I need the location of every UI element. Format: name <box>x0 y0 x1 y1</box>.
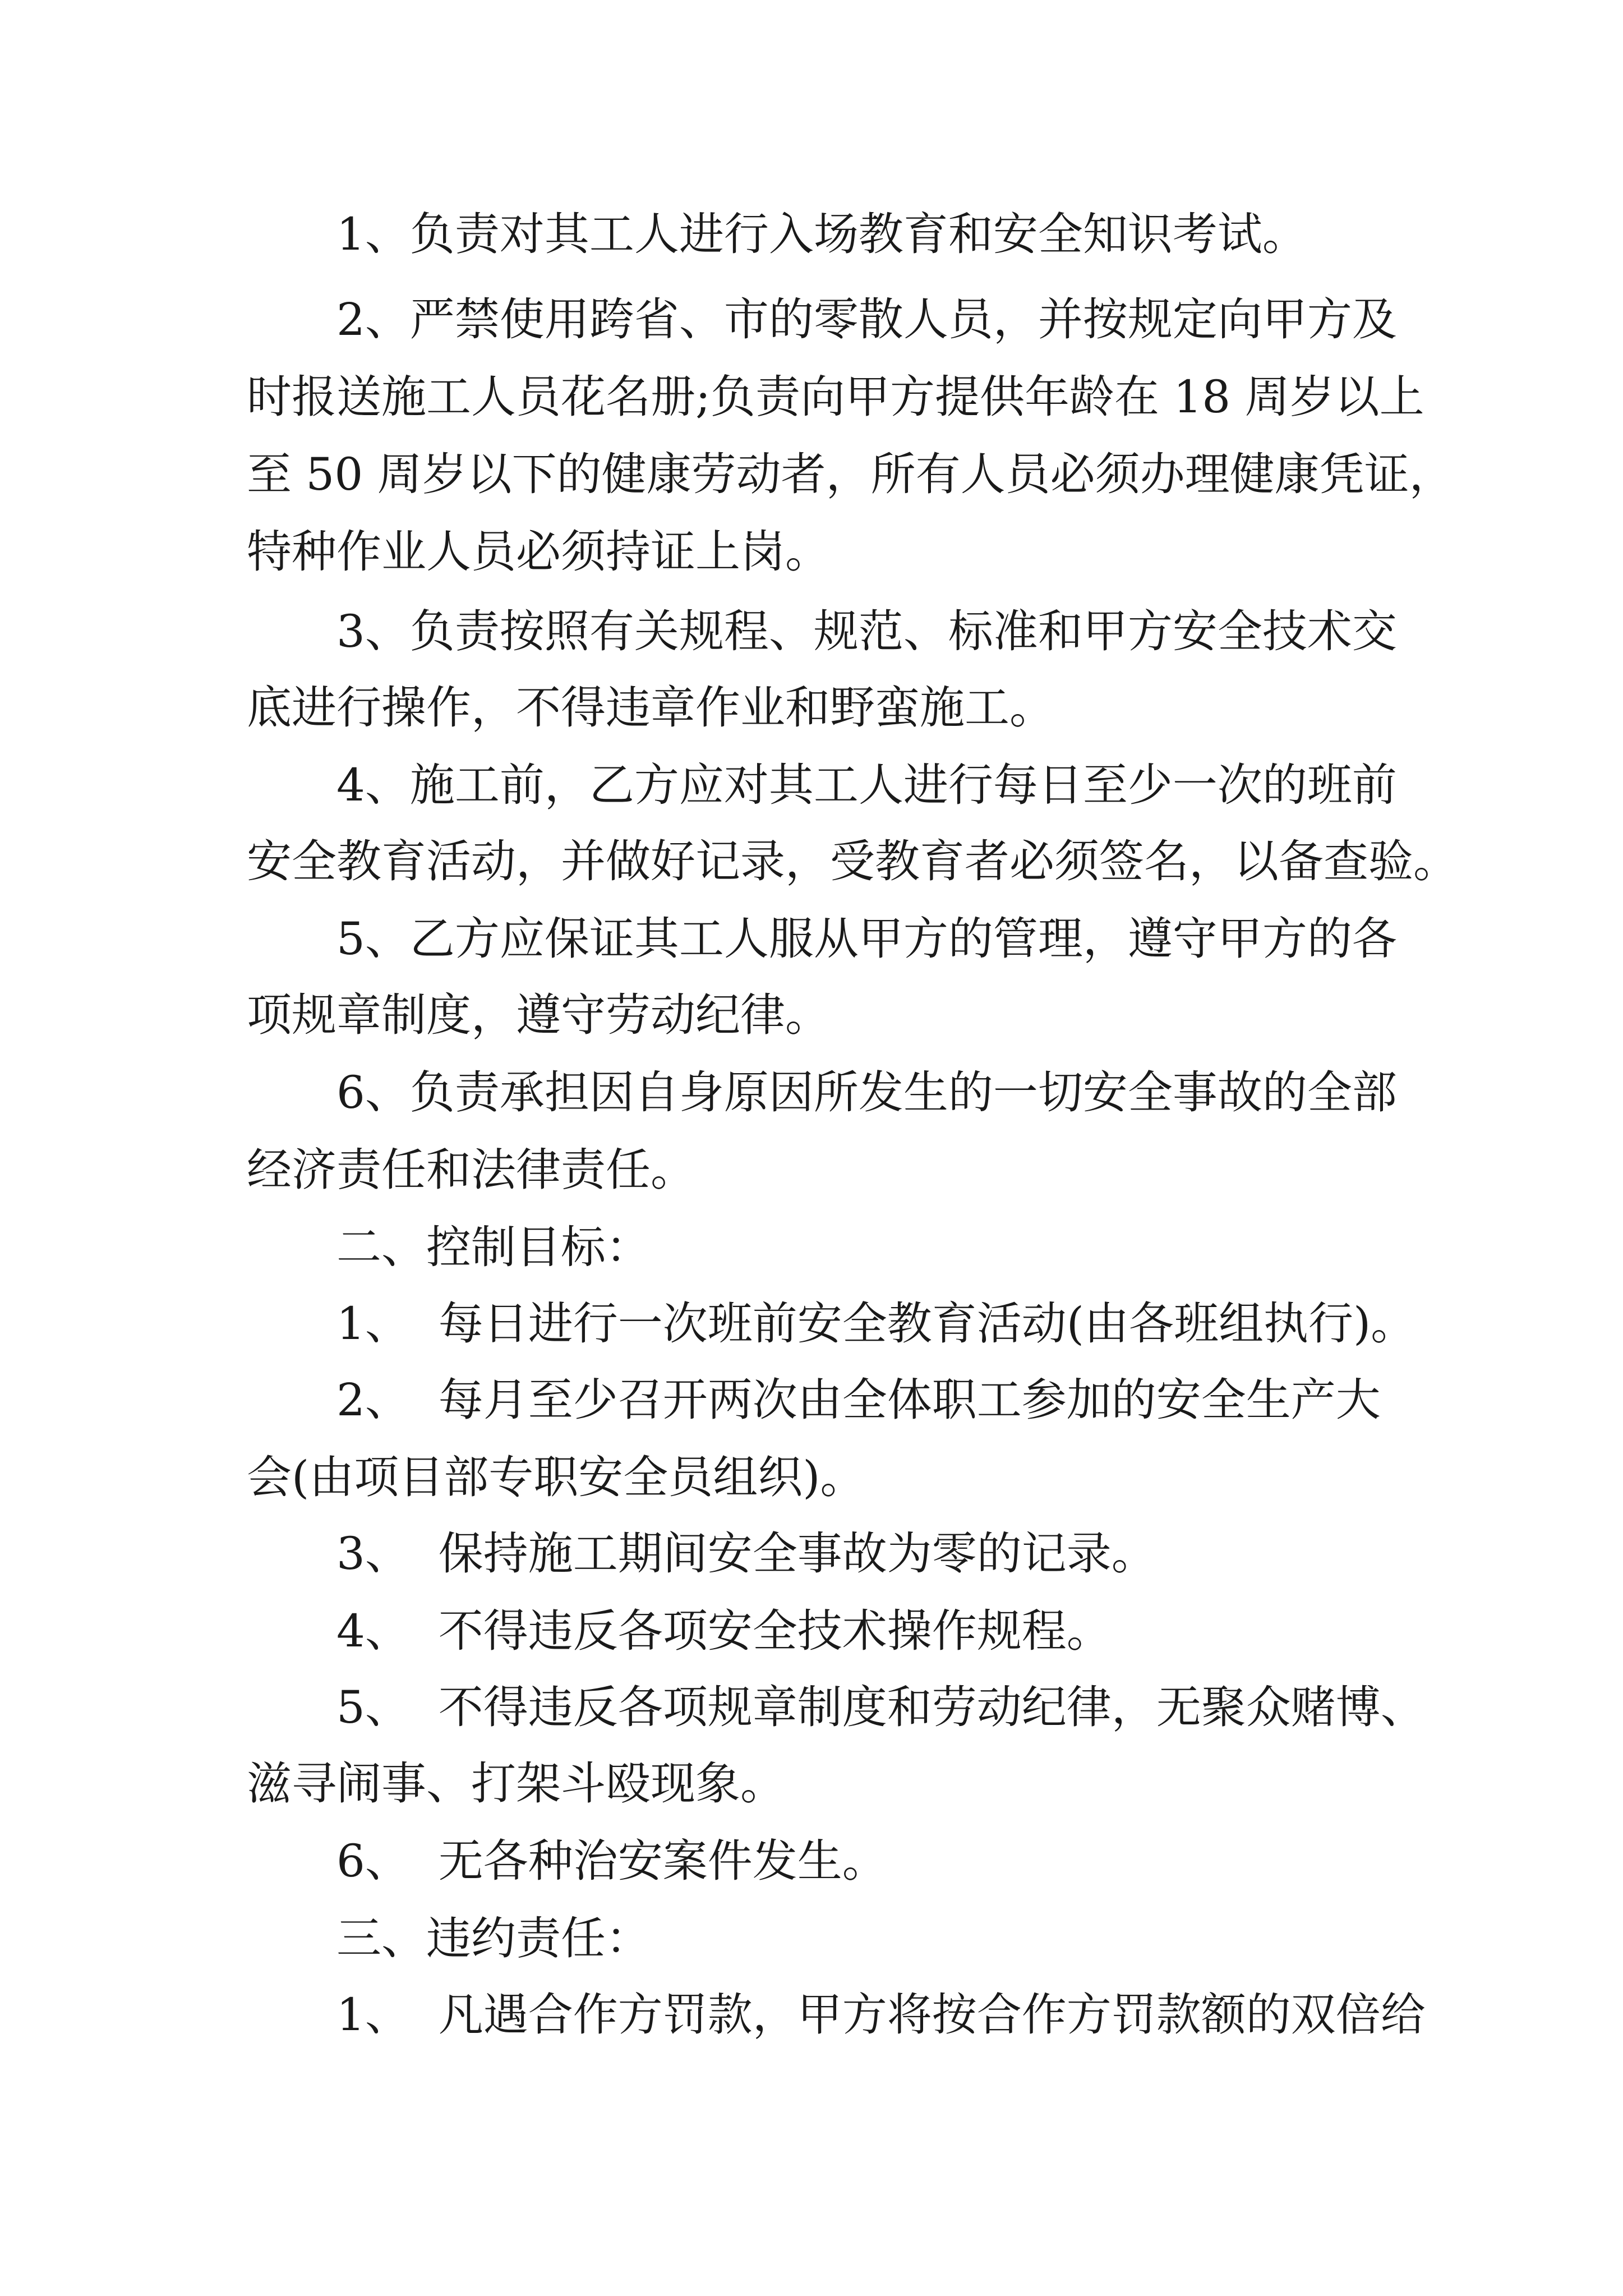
target-2-line-1: 2、 每月至少召开两次由全体职工参加的安全生产大 <box>336 1374 1381 1426</box>
target-5-line-1: 5、 不得违反各项规章制度和劳动纪律，无聚众赌博、 <box>336 1681 1426 1733</box>
clause-3-line-2: 底进行操作，不得违章作业和野蛮施工。 <box>247 682 1054 734</box>
clause-4-line-1: 4、施工前，乙方应对其工人进行每日至少一次的班前 <box>336 759 1397 811</box>
clause-6-line-1: 6、负责承担因自身原因所发生的一切安全事故的全部 <box>336 1066 1397 1119</box>
section-heading-control-targets: 二、控制目标： <box>336 1221 651 1273</box>
clause-3-line-1: 3、负责按照有关规程、规范、标准和甲方安全技术交 <box>336 605 1397 657</box>
clause-4-line-2: 安全教育活动，并做好记录，受教育者必须签名，以备查验。 <box>247 835 1458 887</box>
clause-6-line-2: 经济责任和法律责任。 <box>247 1144 695 1196</box>
target-3-line-1: 3、 保持施工期间安全事故为零的记录。 <box>336 1527 1156 1580</box>
target-5-line-2: 滋寻闹事、打架斗殴现象。 <box>247 1757 785 1810</box>
clause-5-line-2: 项规章制度，遵守劳动纪律。 <box>247 989 830 1041</box>
target-2-line-2: 会(由项目部专职安全员组织)。 <box>247 1451 865 1503</box>
target-6-line-1: 6、 无各种治安案件发生。 <box>336 1835 887 1887</box>
clause-5-line-1: 5、乙方应保证其工人服从甲方的管理，遵守甲方的各 <box>336 913 1397 965</box>
clause-1-line-1: 1、负责对其工人进行入场教育和安全知识考试。 <box>336 208 1307 260</box>
target-4-line-1: 4、 不得违反各项安全技术操作规程。 <box>336 1605 1112 1657</box>
section-heading-liability: 三、违约责任： <box>336 1912 651 1964</box>
clause-2-line-2: 时报送施工人员花名册;负责向甲方提供年龄在 18 周岁以上 <box>247 371 1424 423</box>
clause-2-line-4: 特种作业人员必须持证上岗。 <box>247 526 830 578</box>
liability-1-line-1: 1、 凡遇合作方罚款，甲方将按合作方罚款额的双倍给 <box>336 1989 1426 2041</box>
clause-2-line-3: 至 50 周岁以下的健康劳动者，所有人员必须办理健康凭证， <box>247 448 1454 500</box>
clause-2-line-1: 2、严禁使用跨省、市的零散人员，并按规定向甲方及 <box>336 293 1397 346</box>
target-1-line-1: 1、 每日进行一次班前安全教育活动(由各班组执行)。 <box>336 1297 1416 1350</box>
